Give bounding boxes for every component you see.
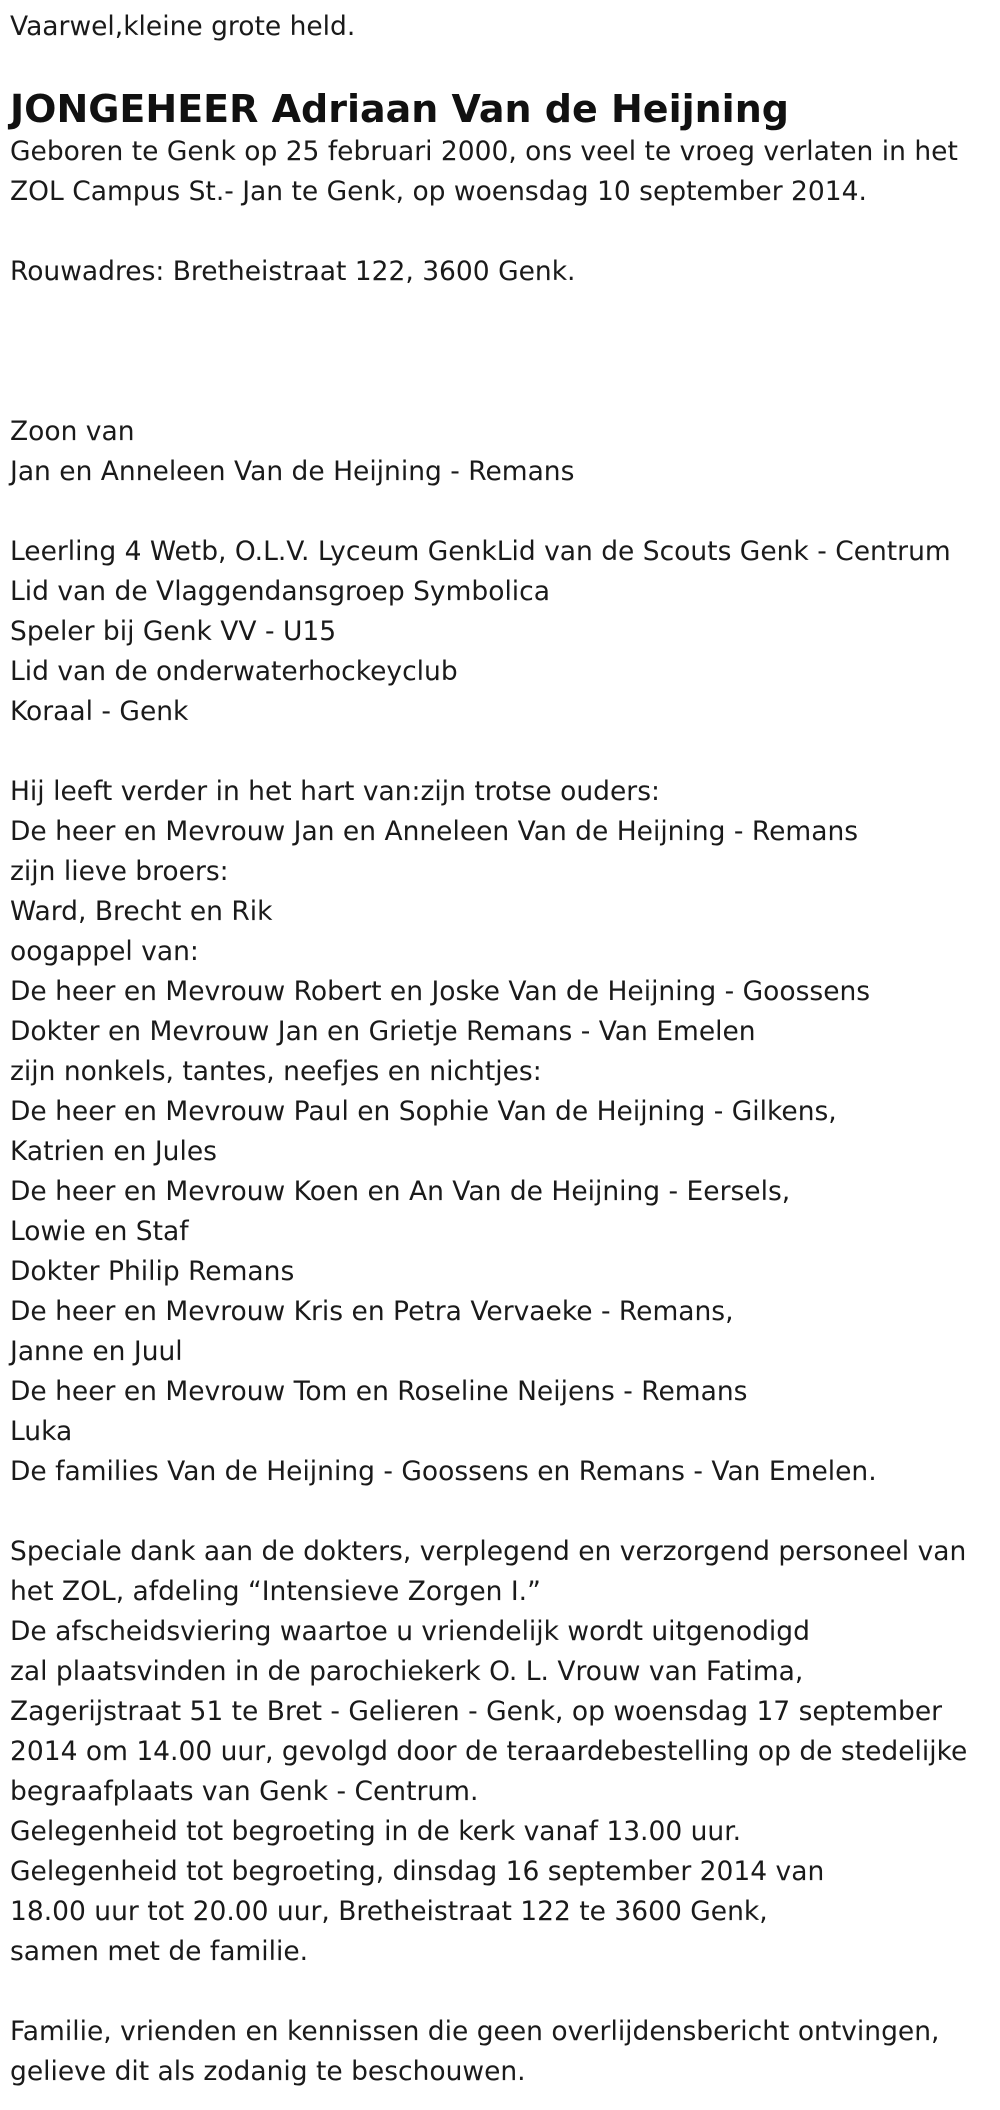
parents-line: Jan en Anneleen Van de Heijning - Remans — [10, 456, 575, 487]
ceremony-line: Gelegenheid tot begroeting in de kerk vanaf 13.00 uur. — [10, 1816, 742, 1847]
opening-line: Vaarwel,kleine grote held. — [10, 11, 356, 42]
activity-line: Speler bij Genk VV - U15 — [10, 616, 337, 647]
closing-section — [10, 2012, 990, 2092]
ceremony-line: Speciale dank aan de dokters, verplegend en verzorgend personeel van — [10, 1536, 967, 1567]
family-line: Katrien en Jules — [10, 1136, 217, 1167]
family-line: De heer en Mevrouw Kris en Petra Vervaeke - Remans, — [10, 1296, 734, 1327]
mourning-address: Rouwadres: Bretheistraat 122, 3600 Genk. — [10, 256, 576, 287]
deceased-name: JONGEHEER Adriaan Van de Heijning — [10, 87, 789, 131]
spacer — [10, 1972, 990, 2012]
ceremony-line: begraafplaats van Genk - Centrum. — [10, 1776, 479, 1807]
spacer — [10, 492, 990, 532]
ceremony-line: Zagerijstraat 51 te Bret - Gelieren - Genk, op woensdag 17 september — [10, 1696, 943, 1727]
parents-line: Zoon van — [10, 416, 135, 447]
family-line: De heer en Mevrouw Tom en Roseline Neijens - Remans — [10, 1376, 748, 1407]
ceremony-line: het ZOL, afdeling “Intensieve Zorgen I.” — [10, 1576, 541, 1607]
family-section — [10, 772, 990, 1492]
activity-line: Leerling 4 Wetb, O.L.V. Lyceum GenkLid van de Scouts Genk - Centrum — [10, 536, 951, 567]
activity-line: Lid van de onderwaterhockeyclub — [10, 656, 458, 687]
family-line: oogappel van: — [10, 936, 199, 967]
ceremony-line: Gelegenheid tot begroeting, dinsdag 16 september 2014 van — [10, 1856, 825, 1887]
family-line: Janne en Juul — [10, 1336, 183, 1367]
birth-line: Geboren te Genk op 25 februari 2000, ons veel te vroeg verlaten in het — [10, 136, 958, 167]
spacer — [10, 212, 990, 252]
ceremony-line: De afscheidsviering waartoe u vriendelijk wordt uitgenodigd — [10, 1616, 810, 1647]
family-line: De heer en Mevrouw Jan en Anneleen Van de Heijning - Remans — [10, 816, 859, 847]
death-notice — [10, 10, 990, 2092]
ceremony-line: 2014 om 14.00 uur, gevolgd door de teraardebestelling op de stedelijke — [10, 1736, 968, 1767]
ceremony-line: zal plaatsvinden in de parochiekerk O. L. Vrouw van Fatima, — [10, 1656, 804, 1687]
birth-line: ZOL Campus St.- Jan te Genk, op woensdag 10 september 2014. — [10, 176, 867, 207]
ceremony-line: samen met de familie. — [10, 1936, 309, 1967]
closing-line: gelieve dit als zodanig te beschouwen. — [10, 2056, 526, 2087]
family-line: Lowie en Staf — [10, 1216, 189, 1247]
family-line: Dokter Philip Remans — [10, 1256, 295, 1287]
family-line: De heer en Mevrouw Robert en Joske Van de Heijning - Goossens — [10, 976, 871, 1007]
parents-section — [10, 412, 990, 492]
family-line: Hij leeft verder in het hart van:zijn trotse ouders: — [10, 776, 660, 807]
activity-line: Lid van de Vlaggendansgroep Symbolica — [10, 576, 550, 607]
ceremony-line: 18.00 uur tot 20.00 uur, Bretheistraat 122 te 3600 Genk, — [10, 1896, 768, 1927]
family-line: Ward, Brecht en Rik — [10, 896, 273, 927]
family-line: zijn lieve broers: — [10, 856, 229, 887]
family-line: Luka — [10, 1416, 73, 1447]
spacer — [10, 292, 990, 412]
activities-section — [10, 532, 990, 732]
family-line: zijn nonkels, tantes, neefjes en nichtjes: — [10, 1056, 542, 1087]
family-line: De families Van de Heijning - Goossens en Remans - Van Emelen. — [10, 1456, 877, 1487]
ceremony-section — [10, 1532, 990, 1972]
spacer — [10, 1492, 990, 1532]
family-line: De heer en Mevrouw Koen en An Van de Heijning - Eersels, — [10, 1176, 791, 1207]
spacer — [10, 732, 990, 772]
activity-line: Koraal - Genk — [10, 696, 189, 727]
family-line: De heer en Mevrouw Paul en Sophie Van de Heijning - Gilkens, — [10, 1096, 837, 1127]
closing-line: Familie, vrienden en kennissen die geen overlijdensbericht ontvingen, — [10, 2016, 940, 2047]
birth-section — [10, 132, 990, 212]
family-line: Dokter en Mevrouw Jan en Grietje Remans - Van Emelen — [10, 1016, 756, 1047]
